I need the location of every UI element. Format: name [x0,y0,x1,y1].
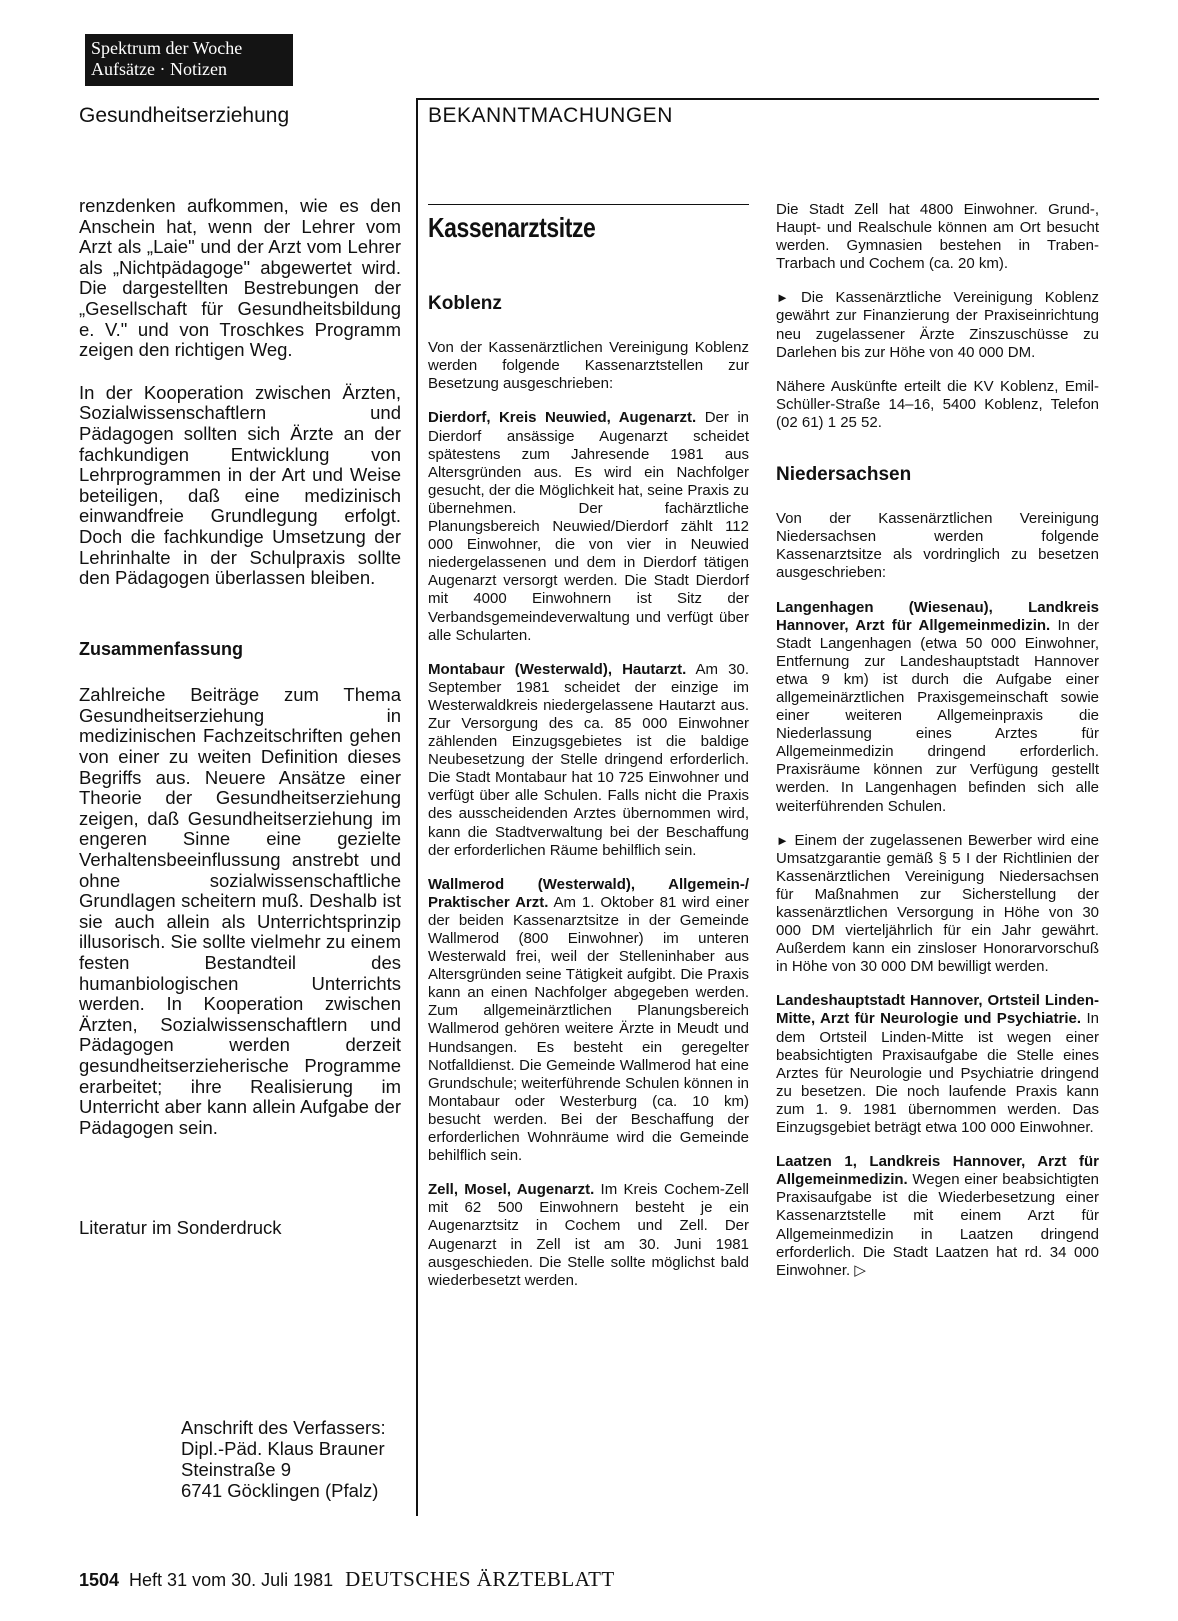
listing [428,1181,749,1290]
listing-head: Langenhagen (Wiesenau), Landkreis Hannover, Arzt für Allgemeinmedizin. [776,598,1099,634]
article-column [79,196,401,1239]
region-heading: Koblenz [428,293,502,315]
listing-body: Am 30. September 1981 scheidet der einzige im Westerwaldkreis niedergelassene Hautarzt aus. Zur Versorgung des ca. 85 000 Einwohner zählenden Einzugsgebietes ist die baldige Neubesetzung der Stelle dringend erforderlich. Die Stadt Montabaur hat 10 725 Einwohner und verfügt über alle Schulen. Falls nicht die Praxis des ausscheidenden Arztes übernommen wird, kann die Stadtverwaltung bei der Beschaffung der erforderlichen Räume behilflich sein. [428,660,749,859]
section-heading: Zusammenfassung [79,638,244,659]
announcements-column-2 [776,201,1099,1296]
paragraph-text: Die Kassenärztliche Vereinigung Koblenz gewährt zur Finanzierung der Praxiseinrichtung neu zugelassener Ärzte Zinszuschüsse zu Darlehen bis zur Höhe von 40 000 DM. [776,289,1099,361]
summary-paragraph: Zahlreiche Beiträge zum Thema Gesundheitserziehung in medizinischen Fachzeitschriften gehen von einer zu weiten Definition dieses Begriffs aus. Neuere Ansätze einer Theorie der Gesundheitserziehung zeigen, daß Gesundheitserziehung im engeren Sinne eine gezielte Verhaltensbeeinflussung anstrebt und ohne sozialwissenschaftliche Grundlagen scheitern muß. Deshalb ist sie auch allein als Unterrichtsprinzip illusorisch. Sie sollte vielmehr zu einem festen Bestandteil des humanbiologischen Unterrichts werden. In Kooperation zwischen Ärzten, Sozialwissenschaftlern und Pädagogen werden derzeit gesundheitserzieherische Programme erarbeitet; ihre Realisierung im Unterricht aber kann allein Aufgabe der Pädagogen sein. [79,684,401,1138]
listing [776,599,1099,816]
arrow-right-icon: ► [776,290,789,306]
address-line: 6741 Göcklingen (Pfalz) [181,1480,379,1501]
paragraph: Nähere Auskünfte erteilt die KV Koblenz, Emil-Schüller-Straße 14–16, 5400 Koblenz, Telefon (02 61) 1 25 52. [776,377,1099,431]
listing-body: Im Kreis Cochem-Zell mit 62 500 Einwohnern besteht je ein Augenarztsitz in Cochem und Zell. Der Augenarzt in Zell ist am 30. Juni 1981 ausgeschieden. Die Stelle sollte möglichst bald wiederbesetzt werden. [428,1181,750,1289]
continue-arrow-icon: ▷ [854,1261,866,1279]
listing [776,992,1099,1137]
paragraph: In der Kooperation zwischen Ärzten, Sozialwissenschaftlern und Pädagogen sollten sich Ärzte an der fachkundigen Entwicklung von Lehrprogrammen in der Art und Weise beteiligen, daß eine medizinisch einwandfreie Grundlegung erfolgt. Doch die fachkundige Umsetzung der Lehrinhalte in der Schulpraxis sollte den Pädagogen überlassen bleiben. [79,381,401,589]
listing [428,661,749,860]
listing [428,409,749,644]
listing-body: In dem Ortsteil Linden-Mitte ist wegen einer beabsichtigten Praxisaufgabe die Stelle eines Arztes für Neurologie und Psychiatrie dringend zu besetzen. Die noch laufende Praxis kann zum 1. 9. 1981 übernommen werden. Das Einzugsgebiet beträgt etwa 100 000 Einwohner. [776,1010,1099,1137]
page-footer [79,1567,615,1592]
listing-body: Der in Dierdorf ansässige Augenarzt scheidet spätestens zum Jahresende 1981 aus Altersgründen aus. Es wird ein Nachfolger gesucht, der die Möglichkeit hat, seine Praxis zu übernehmen. Der fachärztliche Planungsbereich Neuwied/Dierdorf zählt 112 000 Einwohner, die von vier in Neuwied niedergelassenen und dem in Dierdorf tätigen Augenarzt versorgt werden. Die Stadt Dierdorf mit 4000 Einwohnern ist Sitz der Verbandsgemeindeverwaltung und verfügt über alle Schularten. [428,409,749,644]
issue-info: Heft 31 vom 30. Juli 1981 [129,1570,334,1590]
column-divider [416,98,418,1516]
listing-head: Wallmerod (Westerwald), Allgemein-/ Praktischer Arzt. [428,875,749,911]
listing-body: Wegen einer beabsichtigten Praxisaufgabe ist die Wiederbesetzung einer Kassenarztstelle mit einem Arzt für Allgemeinmedizin in Laatzen dringend erforderlich. Die Stadt Laatzen hat rd. 34 000 Einwohner. [776,1171,1100,1279]
magazine-name: DEUTSCHES ÄRZTEBLATT [345,1567,615,1591]
listing-head: Dierdorf, Kreis Neuwied, Augenarzt. [428,409,697,427]
paragraph-text: Einem der zugelassenen Bewerber wird eine Umsatzgarantie gemäß § 5 I der Richtlinien der Kassenärztlichen Vereinigung Niedersachsen für Maßnahmen zur Sicherstellung der kassenärztlichen Versorgung in Höhe von 30 000 DM vierteljährlich für ein Jahr gewährt. Außerdem kann ein zinsloser Honorarvorschuß in Höhe von 30 000 DM bewilligt werden. [776,831,1100,976]
announcement-title: Kassenarztsitze [428,212,596,243]
region-heading: Niedersachsen [776,464,912,486]
page-number: 1504 [79,1570,120,1590]
badge-line-2: Aufsätze · Notizen [91,59,227,79]
paragraph [776,832,1099,977]
paragraph: Von der Kassenärztlichen Vereinigung Niedersachsen werden folgende Kassenarztsitze als vordringlich zu besetzen ausgeschrieben: [776,510,1099,582]
listing-head: Zell, Mosel, Augenarzt. [428,1181,595,1199]
running-head-left: Gesundheitserziehung [79,104,290,127]
paragraph [776,289,1099,361]
section-badge [85,34,293,86]
address-line: Anschrift des Verfassers: [181,1417,386,1438]
listing [428,876,749,1166]
listing-body: In der Stadt Langenhagen (etwa 50 000 Einwohner, Entfernung zur Landeshauptstadt Hannover etwa 9 km) ist durch die Aufgabe einer allgemeinärztlichen Praxisgemeinschaft sowie einer weiteren Allgemeinpraxis die Niederlassung eines Arztes für Allgemeinmedizin dringend erforderlich. Praxisräume können zur Verfügung gestellt werden. In Langenhagen befinden sich alle weiterführenden Schulen. [776,616,1099,815]
listing-body: Am 1. Oktober 81 wird einer der beiden Kassenarztsitze in der Gemeinde Wallmerod (800 Einwohner) im unteren Westerwald frei, weil der Stelleninhaber aus Altersgründen seine Tätigkeit aufgibt. Die Praxis kann an einen Nachfolger abgegeben werden. Zum allgemeinärztlichen Planungsbereich Wallmerod gehören weitere Ärzte in Meudt und Hundsangen. Es besteht ein geregelter Notfalldienst. Die Gemeinde Wallmerod hat eine Grundschule; weiterführende Schulen können in Montabaur oder Westerburg (ca. 10 km) besucht werden. Bei der Beschaffung der erforderlichen Wohnräume wird die Gemeinde behilflich sein. [428,893,750,1165]
address-line: Dipl.-Päd. Klaus Brauner [181,1438,385,1459]
header-rule [418,98,1099,100]
listing-head: Laatzen 1, Landkreis Hannover, Arzt für Allgemeinmedizin. [776,1153,1099,1189]
author-address [181,1417,386,1501]
announcements-column-1 [428,204,749,1306]
listing [776,1153,1099,1280]
title-rule [428,204,749,205]
address-line: Steinstraße 9 [181,1459,292,1480]
running-head-right: BEKANNTMACHUNGEN [428,104,673,127]
literature-note: Literatur im Sonderdruck [79,1217,282,1239]
badge-line-1: Spektrum der Woche [91,38,243,58]
listing-head: Montabaur (Westerwald), Hautarzt. [428,660,687,678]
paragraph: Von der Kassenärztlichen Vereinigung Koblenz werden folgende Kassenarztstellen zur Besetzung ausgeschrieben: [428,339,749,393]
paragraph: renzdenken aufkommen, wie es den Anschein hat, wenn der Lehrer vom Arzt als „Laie" und der Arzt vom Lehrer als „Nichtpädagoge" abgewertet wird. Die dargestellten Bestrebungen der „Gesellschaft für Gesundheitsbildung e. V." und von Troschkes Programm zeigen den richtigen Weg. [79,195,401,361]
paragraph: Die Stadt Zell hat 4800 Einwohner. Grund-, Haupt- und Realschule können am Ort besucht werden. Gymnasien bestehen in Traben-Trarbach und Cochem (ca. 20 km). [776,201,1099,273]
arrow-right-icon: ► [776,832,789,848]
listing-head: Landeshauptstadt Hannover, Ortsteil Linden-Mitte, Arzt für Neurologie und Psychiatrie. [776,992,1099,1028]
